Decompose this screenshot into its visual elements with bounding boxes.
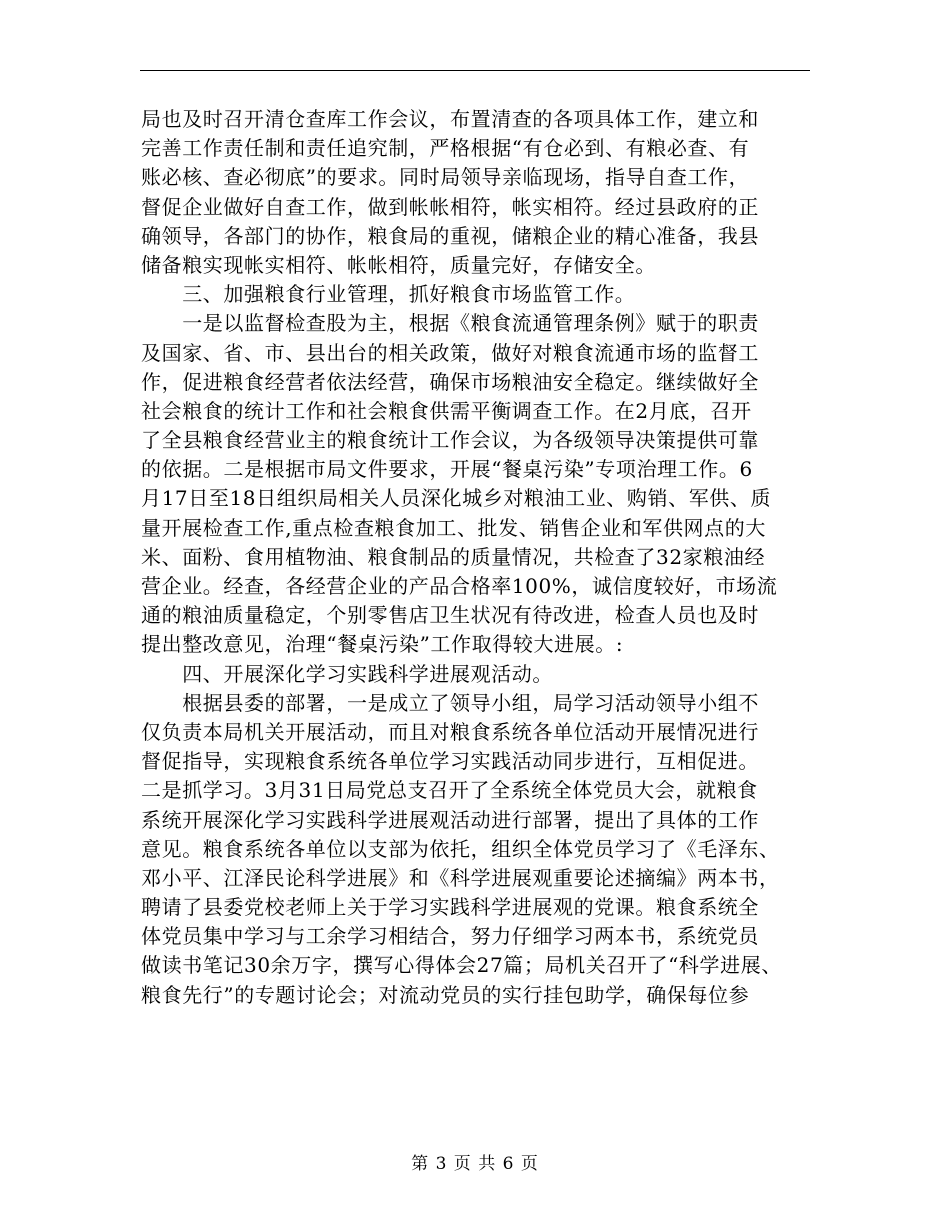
text-line: 做读书笔记30余万字，撰写心得体会27篇；局机关召开了“科学进展、 xyxy=(141,953,782,978)
text-line: 通的粮油质量稳定，个别零售店卫生状况有待改进，检查人员也及时 xyxy=(141,603,759,628)
text-line: 月17日至18日组织局相关人员深化城乡对粮油工业、购销、军供、质 xyxy=(141,486,772,511)
text-line: 局也及时召开清仓查库工作会议，布置清查的各项具体工作，建立和 xyxy=(141,107,759,131)
text-line: 营企业。经查，各经营企业的产品合格率100%，诚信度较好，市场流 xyxy=(141,574,778,598)
text-line: 完善工作责任制和责任追究制，严格根据“有仓必到、有粮必查、有 xyxy=(141,136,750,161)
text-line: 系统开展深化学习实践科学进展观活动进行部署，提出了具体的工作 xyxy=(141,807,759,832)
text-line: 意见。粮食系统各单位以支部为依托，组织全体党员学习了《毛泽东、 xyxy=(141,836,780,861)
text-line: 的依据。二是根据市局文件要求，开展“餐桌污染”专项治理工作。6 xyxy=(141,457,753,482)
text-line: 及国家、省、市、县出台的相关政策，做好对粮食流通市场的监督工 xyxy=(141,340,759,365)
text-line: 提出整改意见，治理“餐桌污染”工作取得较大进展。: xyxy=(141,632,624,657)
text-line: 账必核、查必彻底”的要求。同时局领导亲临现场，指导自查工作， xyxy=(141,165,750,190)
text-line: 督促企业做好自查工作，做到帐帐相符，帐实相符。经过县政府的正 xyxy=(141,194,759,219)
text-line: 仅负责本局机关开展活动，而且对粮食系统各单位活动开展情况进行 xyxy=(141,719,759,744)
text-line: 量开展检查工作,重点检查粮食加工、批发、销售企业和军供网点的大 xyxy=(141,515,766,540)
text-line: 邓小平、江泽民论科学进展》和《科学进展观重要论述摘编》两本书， xyxy=(141,865,780,890)
text-line: 二是抓学习。3月31日局党总支召开了全系统全体党员大会，就粮食 xyxy=(141,778,758,803)
header-rule xyxy=(140,70,810,71)
text-line: 根据县委的部署，一是成立了领导小组，局学习活动领导小组不 xyxy=(141,690,759,715)
text-line: 作，促进粮食经营者依法经营，确保市场粮油安全稳定。继续做好全 xyxy=(141,369,759,394)
body-text xyxy=(141,105,841,1010)
text-line: 米、面粉、食用植物油、粮食制品的质量情况，共检查了32家粮油经 xyxy=(141,544,766,569)
section-heading: 三、加强粮食行业管理，抓好粮食市场监管工作。 xyxy=(141,282,636,307)
text-line: 粮食先行”的专题讨论会；对流动党员的实行挂包助学，确保每位参 xyxy=(141,982,750,1007)
text-line: 了全县粮食经营业主的粮食统计工作会议，为各级领导决策提供可靠 xyxy=(141,428,759,453)
text-line: 聘请了县委党校老师上关于学习实践科学进展观的党课。粮食系统全 xyxy=(141,895,759,920)
text-line: 一是以监督检查股为主，根据《粮食流通管理条例》赋于的职责 xyxy=(141,311,759,336)
text-line: 储备粮实现帐实相符、帐帐相符，质量完好，存储安全。 xyxy=(141,252,656,277)
page-number-footer: 第 3 页 共 6 页 xyxy=(411,1154,539,1174)
text-line: 确领导，各部门的协作，粮食局的重视，储粮企业的精心准备，我县 xyxy=(141,223,759,248)
text-line: 体党员集中学习与工余学习相结合，努力仔细学习两本书，系统党员 xyxy=(141,924,759,949)
section-heading: 四、开展深化学习实践科学进展观活动。 xyxy=(141,661,553,686)
text-line: 督促指导，实现粮食系统各单位学习实践活动同步进行，互相促进。 xyxy=(141,749,759,774)
text-line: 社会粮食的统计工作和社会粮食供需平衡调查工作。在2月底，召开 xyxy=(141,398,752,423)
